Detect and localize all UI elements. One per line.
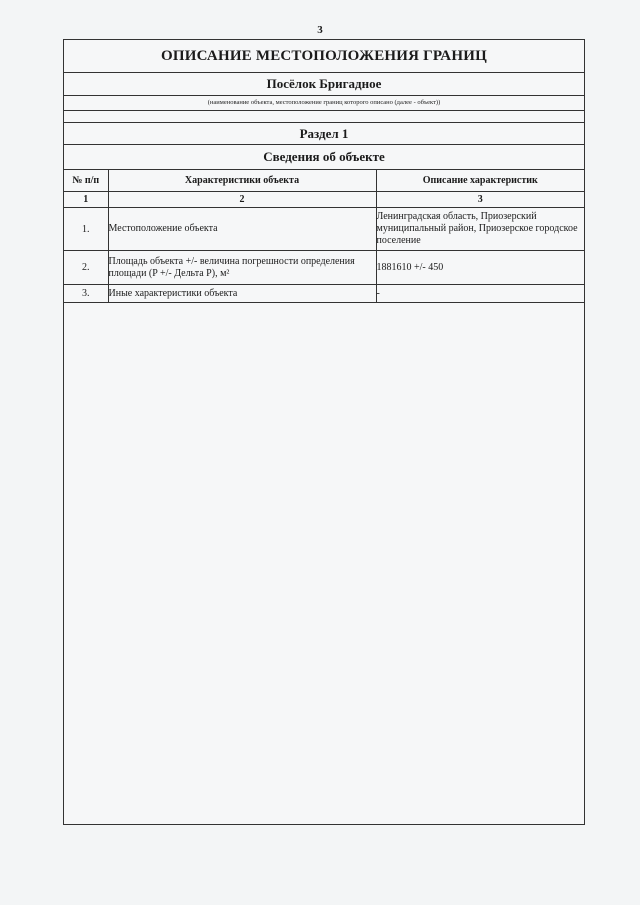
object-name-hint: (наименование объекта, местоположение границ которого описано (далее - объект)) xyxy=(64,95,584,110)
column-number: 2 xyxy=(108,192,376,208)
table-row xyxy=(64,285,584,303)
table-header-row xyxy=(64,170,584,192)
spacer-row xyxy=(64,110,584,122)
row-number: 1. xyxy=(64,208,108,251)
object-info-table xyxy=(64,169,584,303)
section-title: Сведения об объекте xyxy=(64,144,584,169)
row-description: Ленинградская область, Приозерский муниципальный район, Приозерское городское поселение xyxy=(376,208,584,251)
column-number: 1 xyxy=(64,192,108,208)
object-name: Посёлок Бригадное xyxy=(64,72,584,95)
column-number-row xyxy=(64,192,584,208)
column-number: 3 xyxy=(376,192,584,208)
header-number: № п/п xyxy=(64,170,108,192)
header-description: Описание характеристик xyxy=(376,170,584,192)
row-description: 1881610 +/- 450 xyxy=(376,251,584,285)
document-title: ОПИСАНИЕ МЕСТОПОЛОЖЕНИЯ ГРАНИЦ xyxy=(161,48,487,64)
section-heading: Раздел 1 xyxy=(64,122,584,144)
table-row xyxy=(64,208,584,251)
row-characteristic: Площадь объекта +/- величина погрешности определения площади (P +/- Дельта P), м² xyxy=(108,251,376,285)
row-characteristic: Местоположение объекта xyxy=(108,208,376,251)
document-frame xyxy=(63,39,585,825)
page-number: 3 xyxy=(317,24,323,36)
header-characteristic: Характеристики объекта xyxy=(108,170,376,192)
table-row xyxy=(64,251,584,285)
row-characteristic: Иные характеристики объекта xyxy=(108,285,376,303)
row-number: 3. xyxy=(64,285,108,303)
row-description: - xyxy=(376,285,584,303)
row-number: 2. xyxy=(64,251,108,285)
